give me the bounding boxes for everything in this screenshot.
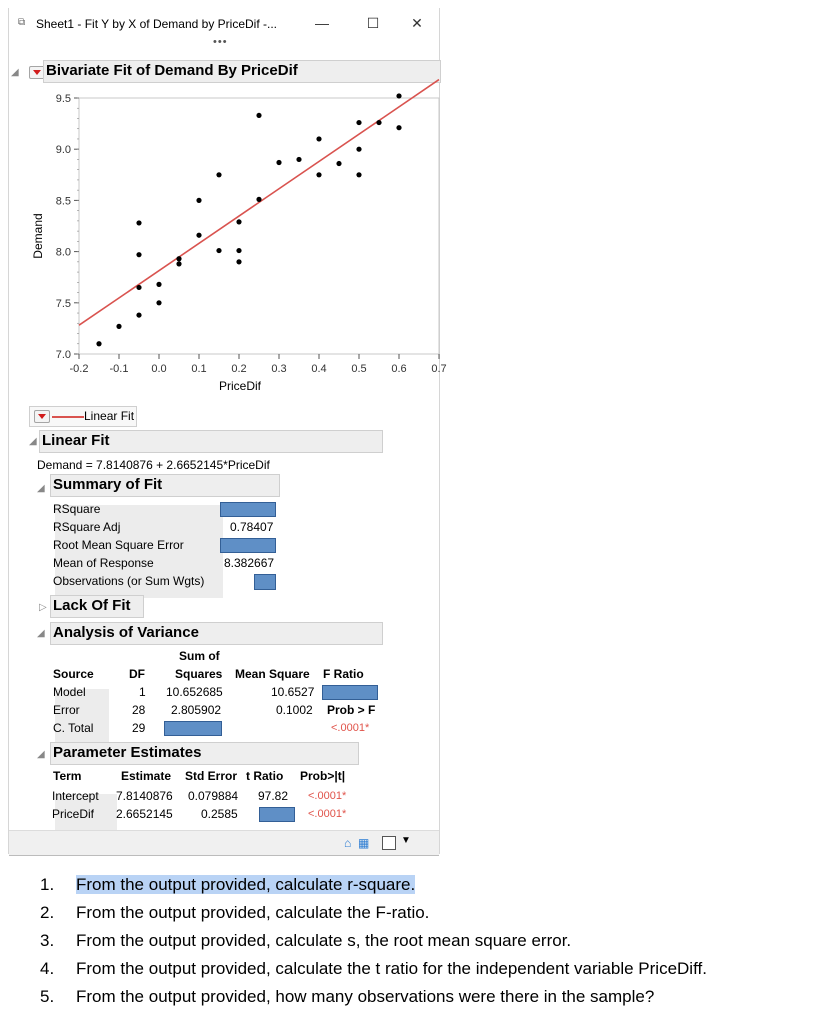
question-item bbox=[40, 959, 707, 979]
question-number: 5. bbox=[40, 987, 55, 1006]
anova-total-source: C. Total bbox=[53, 721, 94, 735]
rsquare-adj-value: 0.78407 bbox=[230, 520, 274, 534]
y-tick-label: 8.0 bbox=[55, 246, 71, 259]
more-menu[interactable]: ••• bbox=[213, 36, 228, 48]
anova-col-source: Source bbox=[53, 667, 94, 681]
x-tick-label: 0.1 bbox=[191, 363, 207, 375]
anova-col-f: F Ratio bbox=[323, 667, 364, 681]
linear-fit-header[interactable]: Linear Fit bbox=[39, 430, 383, 453]
anova-total-df: 29 bbox=[132, 721, 146, 735]
anova-header[interactable]: Analysis of Variance bbox=[50, 622, 383, 645]
data-point bbox=[376, 120, 381, 125]
data-point bbox=[236, 259, 241, 264]
maximize-button[interactable]: ☐ bbox=[366, 15, 380, 31]
y-tick-label: 7.5 bbox=[55, 297, 71, 310]
intercept-std-error: 0.079884 bbox=[188, 789, 239, 803]
minimize-button[interactable]: — bbox=[315, 15, 329, 31]
x-tick-label: -0.2 bbox=[69, 363, 89, 375]
data-point bbox=[316, 136, 321, 141]
x-tick-label: 0.7 bbox=[431, 363, 447, 375]
data-point bbox=[196, 198, 201, 203]
x-tick-label: 0.3 bbox=[271, 363, 287, 375]
x-tick-label: 0.2 bbox=[231, 363, 247, 375]
status-bar bbox=[9, 830, 439, 856]
anova-model-df: 1 bbox=[139, 685, 146, 699]
x-tick-label: 0.4 bbox=[311, 363, 327, 375]
question-number: 2. bbox=[40, 903, 55, 922]
x-tick-label: 0.0 bbox=[151, 363, 167, 375]
data-point bbox=[196, 233, 201, 238]
question-number: 1. bbox=[40, 875, 55, 894]
demand-axis-label: Demand bbox=[31, 213, 45, 259]
anova-col-df: DF bbox=[129, 667, 145, 681]
lack-of-fit-expand-icon[interactable]: ▷ bbox=[39, 602, 47, 613]
jmp-report-window bbox=[8, 8, 447, 854]
fit-equation: Demand = 7.8140876 + 2.6652145*PriceDif bbox=[37, 458, 270, 472]
summary-collapse-icon[interactable]: ◢ bbox=[37, 483, 45, 494]
anova-model-source: Model bbox=[53, 685, 86, 699]
data-point bbox=[116, 324, 121, 329]
y-tick-label: 9.0 bbox=[55, 144, 71, 157]
data-point bbox=[136, 220, 141, 225]
data-point bbox=[276, 160, 281, 165]
data-point bbox=[256, 113, 261, 118]
data-point bbox=[176, 261, 181, 266]
anova-model-ms: 10.6527 bbox=[271, 685, 315, 699]
params-col-p: Prob>|t| bbox=[300, 769, 346, 783]
pricedif-term: PriceDif bbox=[52, 807, 95, 821]
x-tick-label: 0.6 bbox=[391, 363, 407, 375]
rsquare-value-redacted bbox=[220, 502, 276, 517]
data-point bbox=[256, 197, 261, 202]
data-point bbox=[156, 300, 161, 305]
anova-model-ss: 10.652685 bbox=[166, 685, 223, 699]
mean-response-value: 8.382667 bbox=[224, 556, 275, 570]
observations-value-redacted bbox=[254, 574, 276, 590]
anova-error-ms: 0.1002 bbox=[276, 703, 313, 717]
question-text: From the output provided, how many observations were there in the sample? bbox=[76, 987, 655, 1006]
params-header[interactable]: Parameter Estimates bbox=[50, 742, 359, 765]
x-tick-label: 0.5 bbox=[351, 363, 367, 375]
pricedif-axis-label: PriceDif bbox=[219, 379, 262, 393]
y-tick-label: 9.5 bbox=[55, 93, 71, 105]
data-point bbox=[396, 93, 401, 98]
anova-col-ss-line1: Sum of bbox=[179, 649, 220, 663]
question-item bbox=[40, 903, 429, 923]
total-ss-value-redacted bbox=[164, 721, 222, 736]
question-item bbox=[40, 875, 415, 895]
anova-col-ss-line2: Squares bbox=[175, 667, 223, 681]
anova-error-ss: 2.805902 bbox=[171, 703, 222, 717]
close-button[interactable]: ✕ bbox=[411, 15, 423, 31]
question-text: From the output provided, calculate s, the root mean square error. bbox=[76, 931, 572, 950]
data-point bbox=[396, 125, 401, 130]
params-col-t: t Ratio bbox=[246, 769, 284, 783]
params-collapse-icon[interactable]: ◢ bbox=[37, 749, 45, 760]
rmse-label: Root Mean Square Error bbox=[53, 538, 184, 552]
summary-of-fit-header[interactable]: Summary of Fit bbox=[50, 474, 280, 497]
data-point bbox=[356, 172, 361, 177]
question-text: From the output provided, calculate the F-ratio. bbox=[76, 903, 430, 922]
bivariate-header[interactable]: Bivariate Fit of Demand By PriceDif bbox=[43, 60, 441, 83]
legend-menu-icon[interactable] bbox=[34, 410, 50, 423]
question-text: From the output provided, calculate the t ratio for the independent variable PriceDiff. bbox=[76, 959, 707, 978]
question-text: From the output provided, calculate r-square. bbox=[76, 875, 416, 894]
legend-label: Linear Fit bbox=[84, 409, 135, 423]
question-item bbox=[40, 987, 654, 1007]
data-point bbox=[216, 172, 221, 177]
legend-box bbox=[29, 406, 137, 427]
data-point bbox=[316, 172, 321, 177]
table-icon[interactable]: ▦ bbox=[358, 836, 370, 850]
data-point bbox=[176, 256, 181, 261]
scatter-chart bbox=[9, 92, 447, 412]
pricedif-estimate: 2.6652145 bbox=[116, 807, 173, 821]
data-point bbox=[336, 161, 341, 166]
params-col-est: Estimate bbox=[121, 769, 172, 783]
rsquare-adj-label: RSquare Adj bbox=[53, 520, 121, 534]
pricedif-std-error: 0.2585 bbox=[201, 807, 238, 821]
app-icon: ⧉ bbox=[18, 17, 26, 28]
params-col-se: Std Error bbox=[185, 769, 238, 783]
plot-frame bbox=[79, 98, 439, 354]
data-point bbox=[136, 285, 141, 290]
data-point bbox=[296, 157, 301, 162]
home-icon[interactable]: ⌂ bbox=[344, 836, 352, 850]
pricedif-p-value: <.0001* bbox=[308, 808, 347, 820]
rsquare-label: RSquare bbox=[53, 502, 101, 516]
data-point bbox=[356, 120, 361, 125]
question-number: 4. bbox=[40, 959, 55, 978]
anova-col-ms: Mean Square bbox=[235, 667, 310, 681]
y-tick-label: 7.0 bbox=[55, 349, 71, 361]
lack-of-fit-header[interactable]: Lack Of Fit bbox=[50, 595, 144, 618]
dropdown-arrow-icon[interactable]: ▼ bbox=[401, 835, 411, 846]
data-point bbox=[136, 252, 141, 257]
params-col-term: Term bbox=[53, 769, 82, 783]
data-point bbox=[356, 147, 361, 152]
checkbox-icon[interactable] bbox=[382, 836, 396, 850]
f-ratio-value-redacted bbox=[322, 685, 378, 700]
pricedif-t-ratio-redacted bbox=[259, 807, 295, 822]
intercept-term: Intercept bbox=[52, 789, 99, 803]
observations-label: Observations (or Sum Wgts) bbox=[53, 574, 205, 588]
prob-f-value: <.0001* bbox=[331, 722, 370, 734]
prob-f-label: Prob > F bbox=[327, 703, 376, 717]
data-point bbox=[236, 248, 241, 253]
anova-error-source: Error bbox=[53, 703, 80, 717]
data-point bbox=[156, 282, 161, 287]
question-item bbox=[40, 931, 571, 951]
y-tick-label: 8.5 bbox=[55, 195, 71, 208]
intercept-estimate: 7.8140876 bbox=[116, 789, 173, 803]
question-number: 3. bbox=[40, 931, 55, 950]
data-point bbox=[136, 312, 141, 317]
intercept-t-ratio: 97.82 bbox=[258, 789, 289, 803]
intercept-p-value: <.0001* bbox=[308, 790, 347, 802]
legend-line-swatch bbox=[52, 416, 84, 418]
data-point bbox=[96, 341, 101, 346]
anova-error-df: 28 bbox=[132, 703, 146, 717]
window-title: Sheet1 - Fit Y by X of Demand by PriceDif -... bbox=[36, 17, 277, 31]
mean-response-label: Mean of Response bbox=[53, 556, 154, 570]
anova-collapse-icon[interactable]: ◢ bbox=[37, 628, 45, 639]
collapse-triangle-icon[interactable]: ◢ bbox=[11, 67, 19, 78]
x-tick-label: -0.1 bbox=[109, 363, 129, 375]
data-point bbox=[216, 248, 221, 253]
data-point bbox=[236, 219, 241, 224]
rmse-value-redacted bbox=[220, 538, 276, 553]
linear-fit-collapse-icon[interactable]: ◢ bbox=[29, 436, 37, 447]
